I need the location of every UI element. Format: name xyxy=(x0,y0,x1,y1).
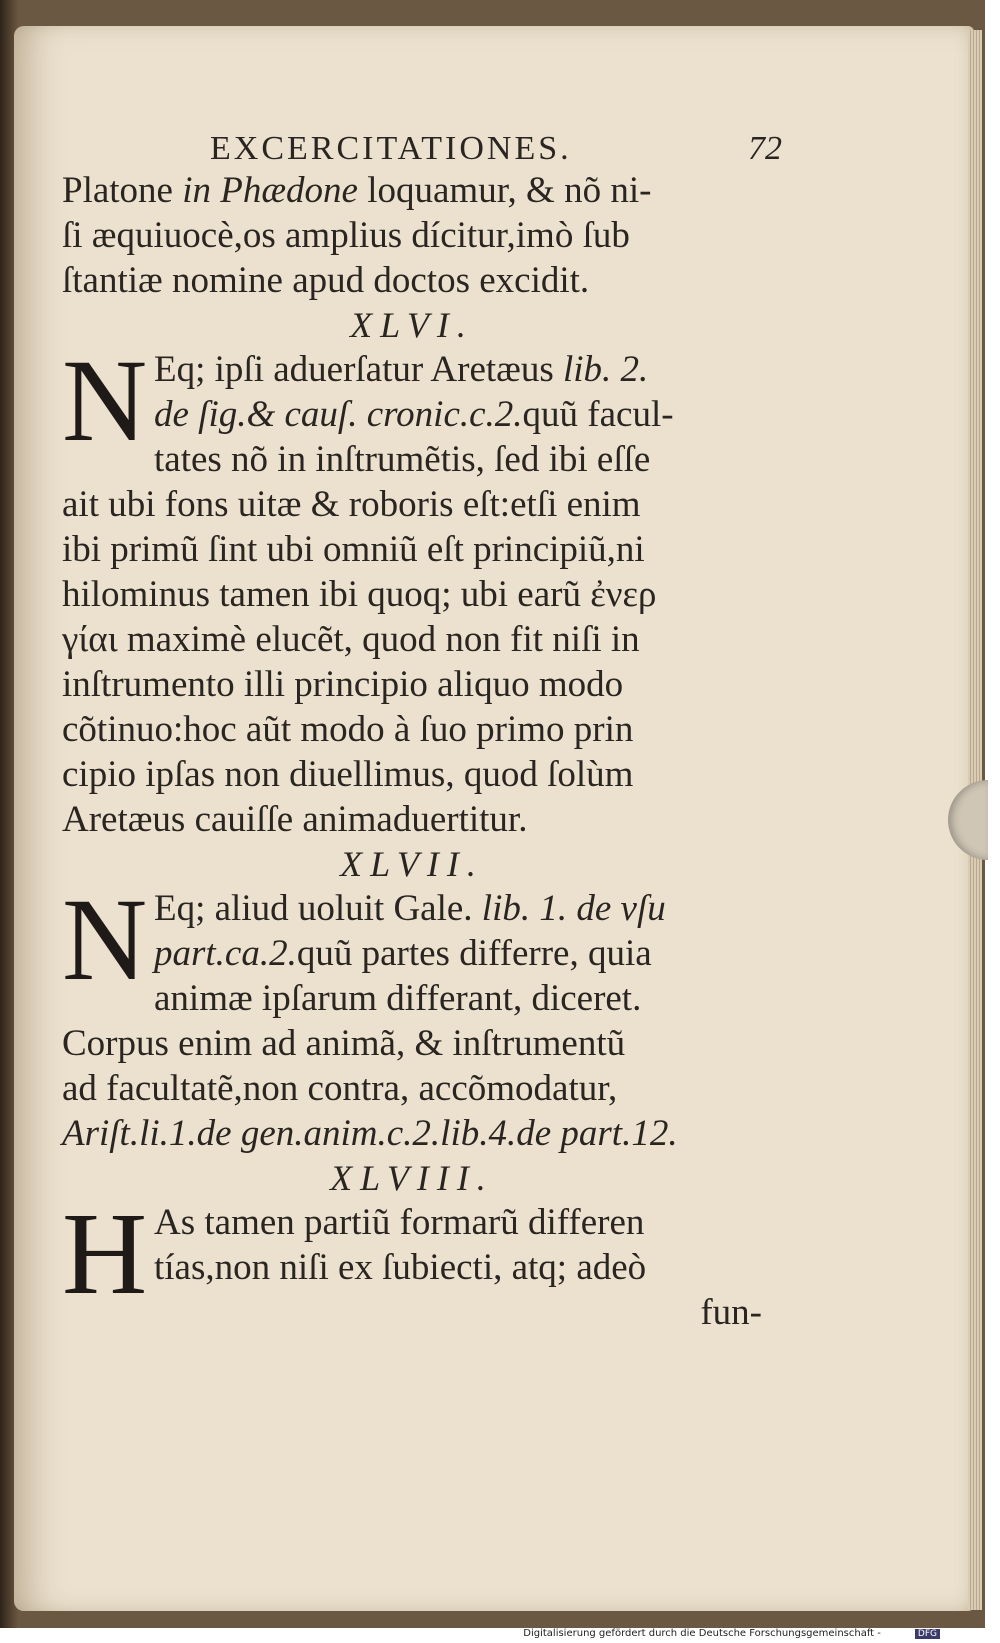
line-text: cipio ipſas non diuellimus, quod ſolùm xyxy=(62,754,634,795)
text-line xyxy=(62,392,762,437)
text-line xyxy=(62,1245,762,1290)
line-text: loquamur, & nõ ni- xyxy=(357,170,652,211)
drop-cap: H xyxy=(62,1188,148,1319)
text-line xyxy=(62,168,762,213)
line-text: Aretæus cauiſſe animaduertitur. xyxy=(62,799,528,840)
line-text: quũ partes differre, quia xyxy=(296,933,652,974)
text-block xyxy=(62,130,782,1335)
text-line xyxy=(62,1111,762,1156)
catchword: fun- xyxy=(700,1292,762,1333)
text-line xyxy=(62,1200,762,1245)
section-paragraph xyxy=(62,874,762,1156)
line-text: ibi primũ ſint ubi omniũ eſt principiũ,ni xyxy=(62,529,645,570)
italic-reference: lib. 2. xyxy=(562,349,649,390)
line-text: inſtrumento illi principio aliquo modo xyxy=(62,664,624,705)
text-line xyxy=(62,752,762,797)
text-line xyxy=(62,1021,762,1066)
section-heading: XLVII. xyxy=(340,844,484,884)
drop-cap: N xyxy=(62,874,148,1005)
text-line xyxy=(62,1066,762,1111)
footer-text: Digitalisierung gefördert durch die Deutsche Forschungsgemeinschaft - xyxy=(523,1628,881,1639)
text-line xyxy=(62,482,762,527)
running-head: EXCERCITATIONES. xyxy=(210,130,572,167)
line-text: Eq; ipſi aduerſatur Aretæus xyxy=(154,349,563,390)
page-number: 72 xyxy=(748,130,782,167)
text-line xyxy=(62,258,762,303)
line-text: hilominus tamen ibi quoq; ubi earũ ἐνερ xyxy=(62,574,657,615)
line-text: γίαι maximè elucẽt, quod non fit niſi in xyxy=(62,619,640,660)
text-line xyxy=(62,797,762,842)
text-line xyxy=(62,886,762,931)
italic-reference: de ſig.& cauſ. cronic.c.2. xyxy=(154,394,523,435)
line-text: ſi æquiuocè,os amplius dícitur,imò ſub xyxy=(62,215,630,256)
text-line xyxy=(62,347,762,392)
text-line xyxy=(62,213,762,258)
line-text: ait ubi fons uitæ & roboris eſt:etſi enim xyxy=(62,484,641,525)
italic-reference: Ariſt.li.1.de gen.anim.c.2.lib.4.de part.12. xyxy=(62,1113,678,1154)
text-line xyxy=(62,662,762,707)
line-text: As tamen partiũ formarũ differen xyxy=(154,1202,645,1243)
text-line xyxy=(62,931,762,976)
section-paragraph xyxy=(62,335,762,842)
text-line xyxy=(62,976,762,1021)
line-text: tías,non niſi ex ſubiecti, atq; adeò xyxy=(154,1247,647,1288)
italic-reference: lib. 1. de vſu xyxy=(481,888,666,929)
drop-cap: N xyxy=(62,335,148,466)
text-line xyxy=(62,617,762,662)
line-text: ſtantiæ nomine apud doctos excidit. xyxy=(62,260,590,301)
intro-paragraph xyxy=(62,168,762,303)
text-line xyxy=(62,707,762,752)
line-text: quũ facul- xyxy=(522,394,674,435)
line-text: tates nõ in inſtrumẽtis, ſed ibi eſſe xyxy=(154,439,651,480)
italic-reference: in Phædone xyxy=(182,170,358,211)
italic-reference: part.ca.2. xyxy=(154,933,297,974)
text-line xyxy=(62,437,762,482)
text-line xyxy=(62,527,762,572)
section-heading: XLVI. xyxy=(350,305,474,345)
page-header xyxy=(62,130,782,168)
line-text: animæ ipſarum differant, diceret. xyxy=(154,978,642,1019)
line-text: Eq; aliud uoluit Gale. xyxy=(154,888,482,929)
line-text: Platone xyxy=(62,170,183,211)
text-line xyxy=(62,572,762,617)
line-text: ad facultatẽ,non contra, accõmodatur, xyxy=(62,1068,618,1109)
line-text: Corpus enim ad animã, & inſtrumentũ xyxy=(62,1023,626,1064)
line-text: cõtinuo:hoc aũt modo à ſuo primo prin xyxy=(62,709,634,750)
section-heading: XLVIII. xyxy=(330,1158,494,1198)
digitization-footer xyxy=(0,1628,1000,1643)
dfg-logo: DFG xyxy=(915,1629,940,1639)
